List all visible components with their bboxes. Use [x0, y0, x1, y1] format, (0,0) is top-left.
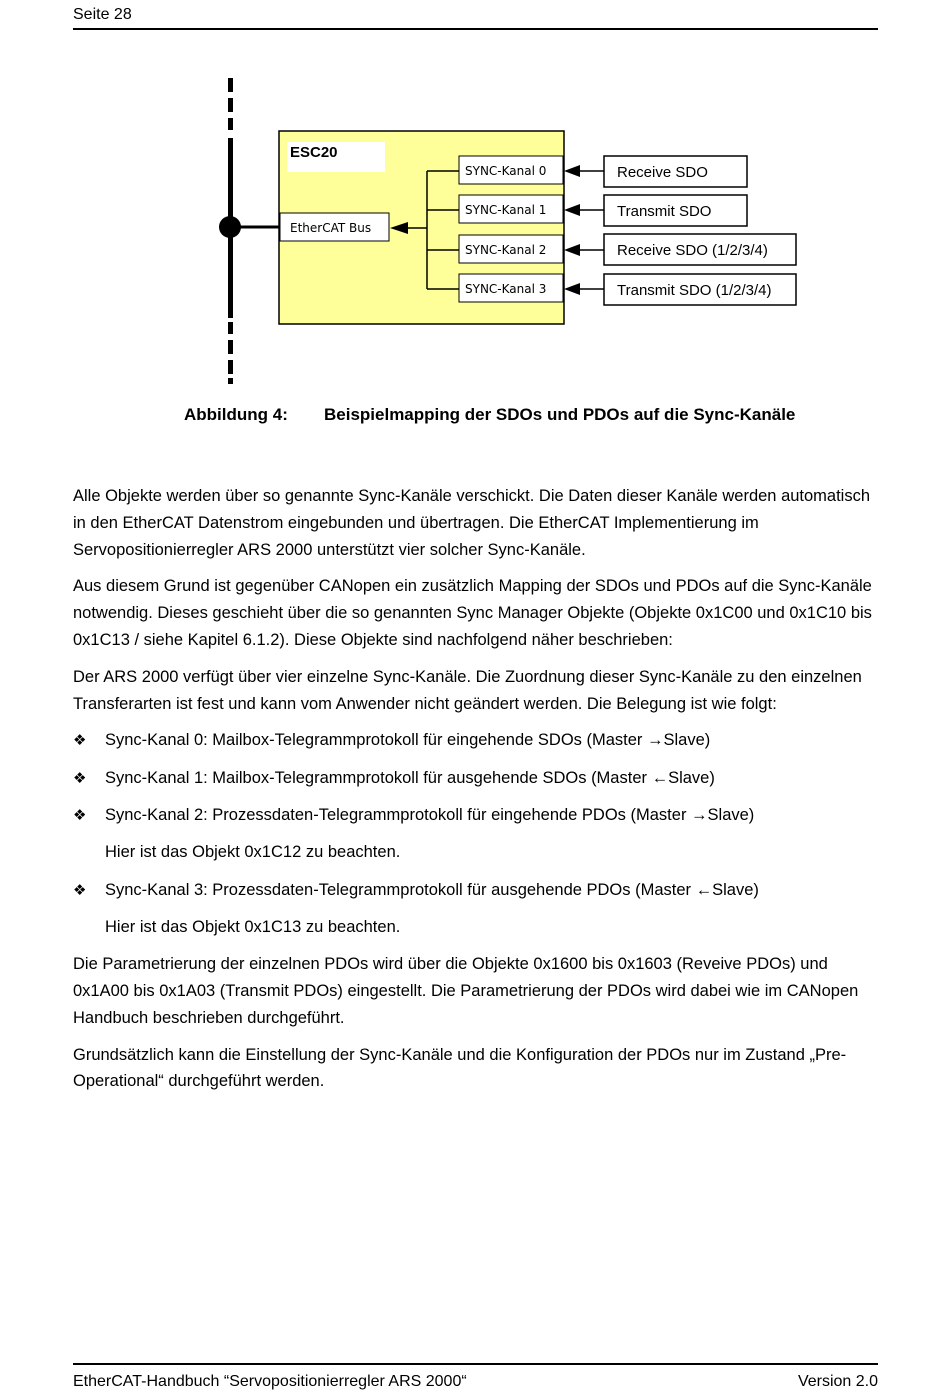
paragraph-1: Alle Objekte werden über so genannte Sync-Kanäle verschickt. Die Daten dieser Kanäle werden automatisch in den EtherCAT Datenstrom eingebunden und übertragen. Die EtherCAT Implementierung im Servopositionierregler ARS 2000 unterstützt vier solcher Sync-Kanäle. [73, 487, 871, 559]
target-transmit-sdo-1234 [604, 274, 796, 305]
footer-divider [73, 1363, 878, 1365]
footer-document-title: EtherCAT-Handbuch “Servopositionierregler ARS 2000“ [73, 1373, 467, 1390]
target-3-label: Transmit SDO (1/2/3/4) [617, 282, 772, 299]
paragraph-3: Der ARS 2000 verfügt über vier einzelne Sync-Kanäle. Die Zuordnung dieser Sync-Kanäle zu den einzelnen Transferarten ist fest und kann vom Anwender nicht geändert werden. Die Belegung ist wie folgt: [73, 667, 862, 713]
channel-arrows [564, 165, 604, 295]
target-2-label: Receive SDO (1/2/3/4) [617, 242, 768, 259]
bullet-text: Sync-Kanal 0: Mailbox-Telegrammprotokoll für eingehende SDOs (Master →Slave) [105, 731, 711, 750]
sync-channel-2 [459, 235, 563, 263]
sync-channel-3 [459, 274, 563, 302]
bullet-diamond-icon: ❖ [73, 805, 87, 824]
bullet-sync-channel-2 [73, 802, 878, 829]
sync-channel-3-label: SYNC-Kanal 3 [465, 282, 547, 296]
target-transmit-sdo [604, 195, 747, 226]
paragraph-4: Die Parametrierung der einzelnen PDOs wird über die Objekte 0x1600 bis 0x1603 (Reveive PDOs) und 0x1A00 bis 0x1A03 (Transmit PDOs) eingestellt. Die Parametrierung der PDOs wird dabei wie im CANopen Handbuch beschrieben durchgeführt. [73, 955, 859, 1027]
sync-channel-1 [459, 195, 563, 223]
sync-channel-0-label: SYNC-Kanal 0 [465, 164, 547, 178]
paragraph-2: Aus diesem Grund ist gegenüber CANopen ein zusätzlich Mapping der SDOs und PDOs auf die Sync-Kanäle notwendig. Dieses geschieht über die so genannten Sync Manager Objekte (Objekte 0x1C00 und 0x1C10 bis 0x1C13 / siehe Kapitel 6.1.2). Diese Objekte sind nachfolgend näher beschrieben: [73, 577, 872, 649]
bullet-text: Sync-Kanal 3: Prozessdaten-Telegrammprotokoll für ausgehende PDOs (Master ←Slave) [105, 880, 759, 899]
target-receive-sdo-1234 [604, 234, 796, 265]
bullet-diamond-icon: ❖ [73, 880, 87, 899]
figure-caption-label: Abbildung 4: [184, 405, 288, 424]
page-header: Seite 28 [73, 6, 132, 23]
target-1-label: Transmit SDO [617, 203, 712, 220]
bullet-note-2: Hier ist das Objekt 0x1C12 zu beachten. [105, 843, 401, 862]
bullet-diamond-icon: ❖ [73, 768, 87, 787]
esc20-label: ESC20 [290, 144, 338, 161]
bullet-sync-channel-0 [73, 727, 878, 754]
bullet-text: Sync-Kanal 1: Mailbox-Telegrammprotokoll für ausgehende SDOs (Master ←Slave) [105, 768, 715, 787]
bullet-diamond-icon: ❖ [73, 731, 87, 750]
bullet-sync-channel-1 [73, 765, 878, 792]
bullet-text: Sync-Kanal 2: Prozessdaten-Telegrammprotokoll für eingehende PDOs (Master →Slave) [105, 805, 755, 824]
sync-channel-0 [459, 156, 563, 184]
sync-channel-1-label: SYNC-Kanal 1 [465, 203, 547, 217]
ethercat-bus-label: EtherCAT Bus [290, 221, 372, 235]
footer-version: Version 2.0 [797, 1373, 878, 1390]
body-text [73, 483, 878, 1105]
target-0-label: Receive SDO [617, 164, 708, 181]
paragraph-5: Grundsätzlich kann die Einstellung der Sync-Kanäle und die Konfiguration der PDOs nur im Zustand „Pre-Operational“ durchgeführt werden. [73, 1045, 847, 1091]
bullet-sync-channel-3 [73, 877, 878, 904]
bullet-note-3: Hier ist das Objekt 0x1C13 zu beachten. [105, 917, 401, 936]
sync-channel-diagram [0, 0, 950, 400]
figure-caption-text: Beispielmapping der SDOs und PDOs auf die Sync-Kanäle [324, 405, 796, 424]
target-receive-sdo [604, 156, 747, 187]
diagram-canvas [0, 0, 950, 400]
sync-channel-2-label: SYNC-Kanal 2 [465, 243, 547, 257]
